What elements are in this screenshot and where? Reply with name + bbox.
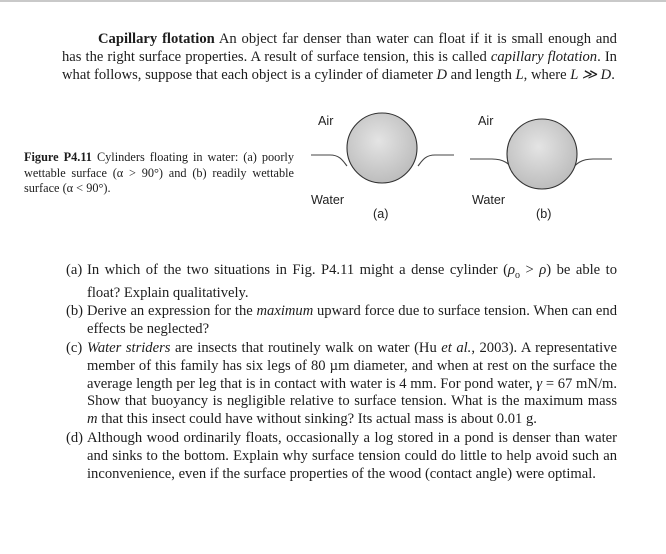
label-water-a: Water <box>311 193 345 207</box>
question-c: (c) Water striders are insects that routinely walk on water (Hu et al., 2003). A representative member of this family has six legs of 80 µm diameter, and when at rest on the surface the average length per leg that is in contact with water is 4 mm. For pond water, γ = 67 mN/m. Show that buoyancy is negligible relative to surface tension. What is the maximum mass m that this insect could have without sinking? Its actual mass is about 0.01 g. <box>66 339 618 428</box>
panel-a-tag: (a) <box>373 207 389 221</box>
label-air-a: Air <box>318 114 334 128</box>
water-surface-left-a <box>311 155 347 166</box>
problem-heading: Capillary flotation <box>98 30 215 47</box>
question-a: (a) In which of the two situations in Fig. P4.11 might a dense cylinder $(\rho_o > \rho)$ be able to float? Explain qualitatively. <box>66 262 618 301</box>
question-list <box>66 262 617 484</box>
question-b: (b) Derive an expression for the maximum upward force due to surface tension. When can end effects be neglected? <box>66 303 617 338</box>
figure-caption: Figure P4.11 Cylinders floating in water: (a) poorly wettable surface (α > 90°) and (b) readily wettable surface (α < 90°). <box>24 150 294 196</box>
water-surface-right-a <box>418 155 454 166</box>
water-surface-left-b <box>470 159 513 169</box>
label-water-b: Water <box>472 193 506 207</box>
question-d: (d) Although wood ordinarily floats, occasionally a log stored in a pond is denser than water and sinks to the bottom. Explain why surface tension could do little to help avoid such an inconvenience, even if the surface properties of the wood (contact angle) were optimal. <box>66 429 617 482</box>
panel-b-tag: (b) <box>536 207 552 221</box>
intro-paragraph: Capillary flotation An object far denser than water can float if it is small enough and has the right surface properties. A result of surface tension, this is called capillary flotation. In what follows, suppose that each object is a cylinder of diameter D and length L, where L ≫ D. <box>62 30 617 83</box>
water-surface-right-b <box>572 159 612 169</box>
cylinder-a <box>347 113 417 183</box>
cylinder-b <box>507 119 577 189</box>
panel-b-diagram <box>470 119 612 189</box>
label-air-b: Air <box>478 114 494 128</box>
